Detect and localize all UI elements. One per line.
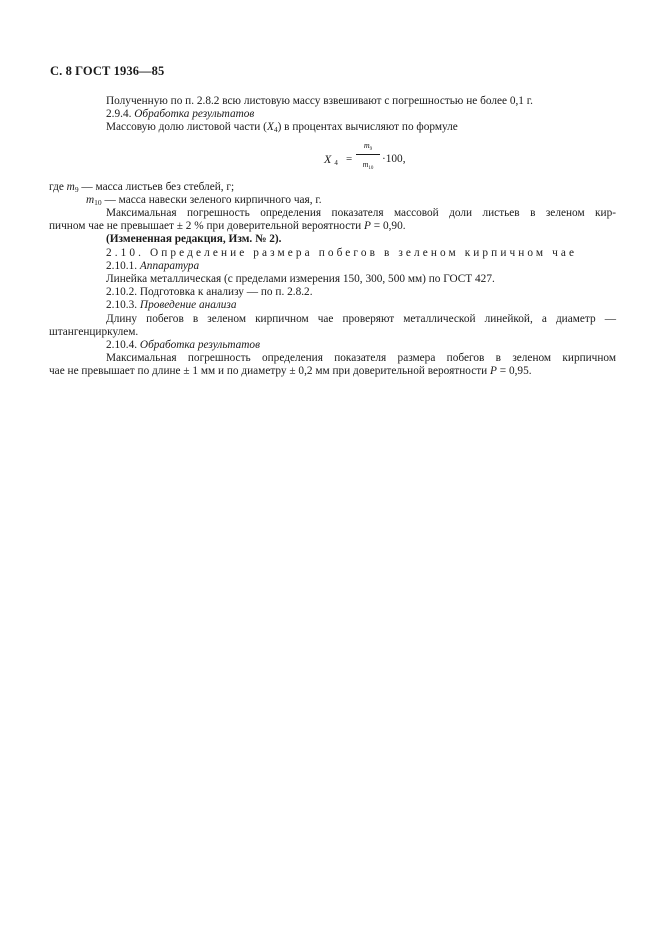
paragraph-error-leaves-line1: Максимальная погрешность определения показателя массовой доли листьев в зеленом кир-: [106, 207, 616, 220]
text-segment: — масса листьев без стеблей, г;: [78, 180, 235, 193]
section-2-10-1-heading: [49, 260, 616, 273]
paragraph-error-shoots-line1: Максимальная погрешность определения показателя размера побегов в зеленом кирпичном: [106, 352, 616, 365]
text-segment: = 0,90.: [370, 220, 406, 233]
text-segment: = 0,95.: [496, 365, 532, 378]
edition-note: (Измененная редакция, Изм. № 2).: [106, 233, 282, 246]
text-segment: чае не превышает по длине ± 1 мм и по диаметру ± 0,2 мм при доверительной вероятности: [49, 365, 491, 378]
text-segment: где: [49, 180, 67, 193]
formula-equals: =: [346, 152, 353, 165]
text-segment: пичном чае не превышает ± 2 % при доверительной вероятности: [49, 220, 365, 233]
paragraph-shoot-length-line1: Длину побегов в зеленом кирпичном чае проверяют металлической линейкой, а диаметр —: [106, 312, 616, 325]
section-2-10-3-heading: [49, 299, 616, 312]
paragraph-mass-fraction: [49, 121, 616, 134]
math-variable: P: [490, 365, 497, 378]
section-number: 2.9.4.: [106, 108, 132, 121]
math-subscript: 10: [368, 165, 374, 171]
paragraph-shoot-length-line2: штангенциркулем.: [49, 325, 139, 338]
math-variable: m: [66, 180, 75, 193]
math-variable: X: [324, 151, 332, 166]
section-2-10-heading: 2.10. Определение размера побегов в зеленом кирпичном чае: [106, 246, 578, 259]
math-subscript: 4: [334, 158, 338, 167]
formula-lhs: [324, 153, 338, 166]
document-body: [49, 95, 616, 379]
paragraph-error-leaves-line2: [49, 220, 616, 233]
paragraph-weighing: Полученную по п. 2.8.2 всю листовую массу взвешивают с погрешностью не более 0,1 г.: [106, 95, 533, 107]
text-segment: Массовую долю листовой части (: [106, 121, 267, 134]
math-subscript: 9: [369, 146, 373, 152]
section-2-9-4-heading: [49, 108, 616, 121]
formula-x4: [49, 141, 616, 181]
section-number: 2.10.4.: [106, 339, 138, 352]
section-2-10-4-heading: [49, 339, 616, 352]
formula-multiplier: ·100,: [382, 152, 406, 165]
math-variable: X: [266, 121, 274, 134]
math-variable: m: [363, 140, 370, 150]
section-title: Обработка результатов: [134, 108, 255, 121]
section-2-10-2-heading: 2.10.2. Подготовка к анализу — по п. 2.8.2.: [106, 286, 313, 299]
text-segment: — масса навески зеленого кирпичного чая, г.: [101, 193, 322, 206]
text-segment: ) в процентах вычисляют по формуле: [277, 121, 458, 134]
fraction-numerator: [356, 141, 380, 155]
math-variable: m: [362, 159, 369, 169]
page-header: С. 8 ГОСТ 1936—85: [50, 64, 165, 78]
section-title: Аппаратура: [139, 259, 200, 272]
where-m9: [49, 181, 616, 194]
section-number: 2.10.3.: [106, 299, 138, 312]
section-number: 2.10.1.: [106, 259, 138, 272]
paragraph-error-shoots-line2: [49, 365, 616, 378]
math-subscript: 4: [273, 125, 278, 135]
where-m10: [49, 194, 616, 207]
math-variable: m: [86, 193, 95, 206]
fraction-denominator: [356, 155, 380, 169]
formula-fraction: [356, 141, 380, 169]
paragraph-ruler: Линейка металлическая (с пределами измерения 150, 300, 500 мм) по ГОСТ 427.: [106, 273, 495, 286]
section-title: Обработка результатов: [139, 339, 260, 352]
section-title: Проведение анализа: [139, 299, 237, 312]
math-variable: P: [364, 220, 371, 233]
math-subscript: 10: [94, 197, 102, 207]
math-subscript: 9: [74, 184, 79, 194]
